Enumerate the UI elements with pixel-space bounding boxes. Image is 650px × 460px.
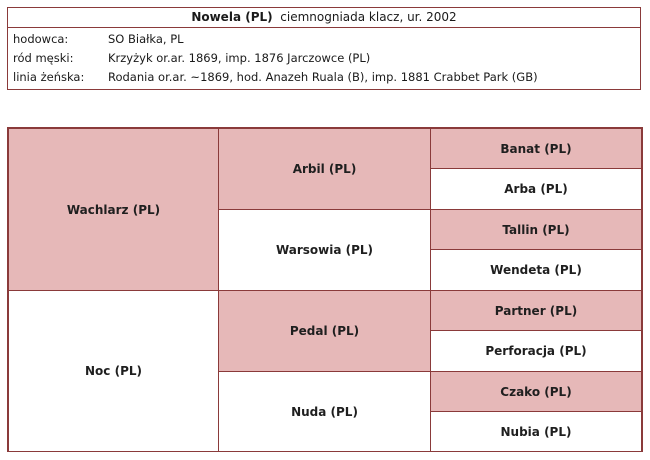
pedigree-g3-8: Nubia (PL) [430, 411, 642, 452]
pedigree-g3-2: Arba (PL) [430, 168, 642, 210]
breeder-row [8, 30, 640, 49]
pedigree-g3-3: Tallin (PL) [430, 209, 642, 250]
pedigree-table [7, 127, 643, 452]
breeder-label: hodowca: [13, 32, 69, 46]
pedigree-g3-5: Partner (PL) [430, 290, 642, 331]
dam-line-row [8, 68, 640, 87]
pedigree-sire-dam: Warsowia (PL) [218, 209, 431, 291]
pedigree-g3-6: Perforacja (PL) [430, 330, 642, 372]
pedigree-g3-7: Czako (PL) [430, 371, 642, 412]
pedigree-dam-sire: Pedal (PL) [218, 290, 431, 372]
sire-line-label: ród męski: [13, 51, 74, 65]
horse-description: ciemnogniada klacz, ur. 2002 [280, 10, 457, 24]
pedigree-dam-dam: Nuda (PL) [218, 371, 431, 452]
pedigree-g3-4: Wendeta (PL) [430, 249, 642, 291]
pedigree-sire: Wachlarz (PL) [8, 128, 219, 291]
sire-line-row [8, 49, 640, 68]
pedigree-dam: Noc (PL) [8, 290, 219, 452]
pedigree-sire-sire: Arbil (PL) [218, 128, 431, 210]
sire-line-value: Krzyżyk or.ar. 1869, imp. 1876 Jarczowce (PL) [108, 51, 371, 65]
breeder-value: SO Białka, PL [108, 32, 184, 46]
dam-line-label: linia żeńska: [13, 70, 85, 84]
horse-info-box [7, 7, 641, 90]
horse-title [8, 8, 640, 28]
horse-name: Nowela (PL) [191, 10, 273, 24]
pedigree-g3-1: Banat (PL) [430, 128, 642, 169]
dam-line-value: Rodania or.ar. ~1869, hod. Anazeh Ruala (B), imp. 1881 Crabbet Park (GB) [108, 70, 538, 84]
